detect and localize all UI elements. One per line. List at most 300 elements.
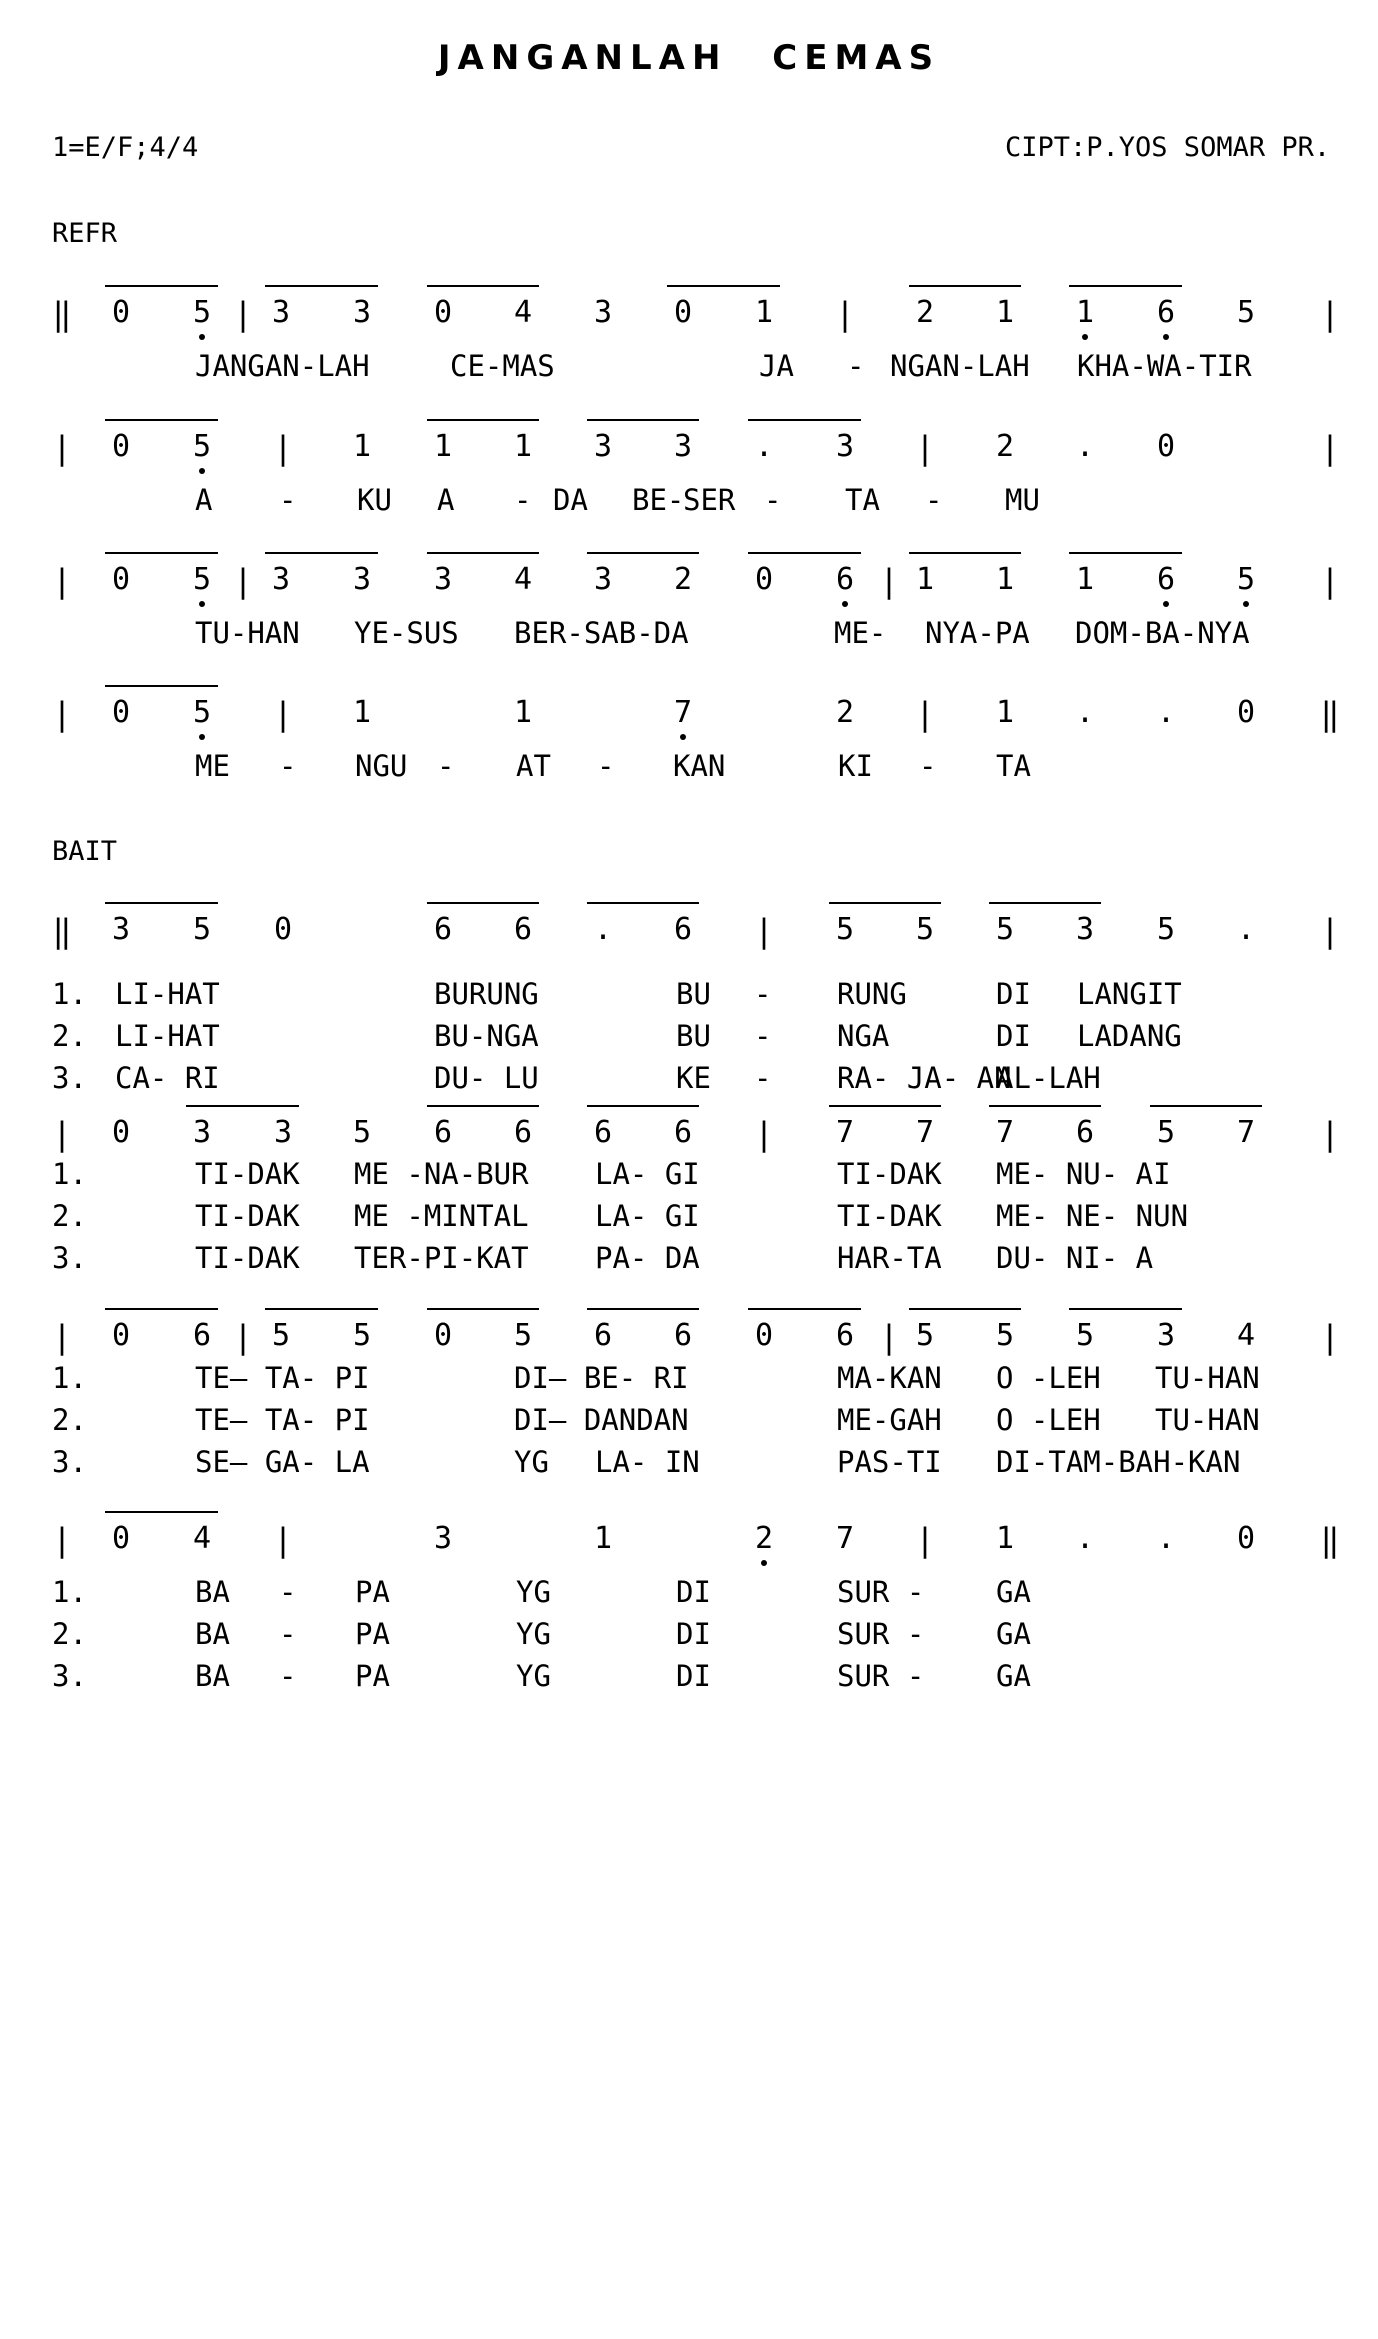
lyric-syllable: YG xyxy=(514,1445,549,1479)
lyric-syllable: GA xyxy=(996,1617,1031,1651)
lyric-syllable: A xyxy=(195,483,213,517)
beam-underline xyxy=(587,552,699,554)
beam-underline xyxy=(427,552,539,554)
beam-underline xyxy=(265,552,378,554)
lyric-syllable: TI-DAK xyxy=(195,1241,300,1275)
note: 3 xyxy=(433,1521,453,1556)
beam-underline xyxy=(427,902,539,904)
lyric-syllable: SUR - xyxy=(837,1659,925,1693)
lyric-syllable: JA xyxy=(759,349,794,383)
note: 0 xyxy=(754,1318,774,1353)
lyric-syllable: TA xyxy=(996,749,1031,783)
song-title: JANGANLAH CEMAS xyxy=(437,38,941,78)
barline: | xyxy=(879,1318,899,1356)
beam-underline xyxy=(105,902,218,904)
barline: | xyxy=(273,429,293,467)
beam-underline xyxy=(829,902,941,904)
note: 0 xyxy=(273,912,293,947)
barline: | xyxy=(233,562,253,600)
beam-underline xyxy=(989,902,1101,904)
lyric-syllable: A xyxy=(437,483,455,517)
verse-number: 2. xyxy=(52,1403,87,1437)
note: 2 xyxy=(835,695,855,730)
note: 0 xyxy=(1156,429,1176,464)
barline: | xyxy=(52,695,72,733)
note: 6 xyxy=(673,1318,693,1353)
barline: | xyxy=(52,429,72,467)
verse-number: 2. xyxy=(52,1199,87,1233)
note: 3 xyxy=(111,912,131,947)
note: 1 xyxy=(513,695,533,730)
lyric-syllable: DI-TAM-BAH-KAN xyxy=(996,1445,1241,1479)
note: 1 xyxy=(754,295,774,330)
note: 2 xyxy=(754,1521,774,1556)
lyric-syllable: LA- GI xyxy=(595,1157,700,1191)
lyric-syllable: ME xyxy=(195,749,230,783)
lyric-syllable: SUR - xyxy=(837,1575,925,1609)
beam-underline xyxy=(427,1308,539,1310)
note: 0 xyxy=(111,295,131,330)
note: 1 xyxy=(1075,562,1095,597)
lyric-syllable: NGAN-LAH xyxy=(890,349,1030,383)
note: 5 xyxy=(915,1318,935,1353)
note: 3 xyxy=(352,295,372,330)
lyric-syllable: GA xyxy=(996,1659,1031,1693)
lyric-syllable: SER xyxy=(683,483,736,517)
barline: ‖ xyxy=(52,295,72,333)
beam-underline xyxy=(909,1308,1021,1310)
note: 6 xyxy=(1156,562,1176,597)
lyric-syllable: DI xyxy=(676,1617,711,1651)
lyric-syllable: BE- xyxy=(632,483,685,517)
lyric-syllable: TI-DAK xyxy=(837,1157,942,1191)
barline: | xyxy=(879,562,899,600)
note: 0 xyxy=(754,562,774,597)
barline: | xyxy=(915,1521,935,1559)
lyric-syllable: RA- JA- AN xyxy=(837,1061,1012,1095)
note: 3 xyxy=(593,429,613,464)
beam-underline xyxy=(427,1105,539,1107)
verse-number: 2. xyxy=(52,1617,87,1651)
beam-underline xyxy=(748,552,861,554)
lyric-syllable: DI xyxy=(676,1659,711,1693)
octave-dot xyxy=(1163,334,1169,340)
octave-dot xyxy=(199,334,205,340)
note: 2 xyxy=(995,429,1015,464)
lyric-syllable: DA xyxy=(553,483,588,517)
barline: | xyxy=(1320,1318,1340,1356)
note: 0 xyxy=(433,1318,453,1353)
note: 3 xyxy=(673,429,693,464)
lyric-syllable: - xyxy=(279,483,297,517)
note: 3 xyxy=(593,295,613,330)
lyric-syllable: TU-HAN xyxy=(1155,1403,1260,1437)
barline: | xyxy=(52,562,72,600)
note: 3 xyxy=(1075,912,1095,947)
note: 5 xyxy=(1156,912,1176,947)
lyric-syllable: MU xyxy=(1005,483,1040,517)
lyric-syllable: AL-LAH xyxy=(996,1061,1101,1095)
beam-underline xyxy=(265,1308,378,1310)
note: 3 xyxy=(273,1115,293,1150)
lyric-syllable: - xyxy=(597,749,615,783)
lyric-syllable: - xyxy=(279,1575,297,1609)
beam-underline xyxy=(265,285,378,287)
barline: | xyxy=(915,695,935,733)
barline: | xyxy=(1320,295,1340,333)
beam-underline xyxy=(587,419,699,421)
lyric-syllable: TU-HAN xyxy=(1155,1361,1260,1395)
lyric-syllable: TI-DAK xyxy=(195,1199,300,1233)
note: 5 xyxy=(271,1318,291,1353)
verse-number: 3. xyxy=(52,1241,87,1275)
lyric-syllable: PA xyxy=(355,1617,390,1651)
note: 1 xyxy=(995,295,1015,330)
note: 6 xyxy=(835,562,855,597)
note: 3 xyxy=(1156,1318,1176,1353)
note: 4 xyxy=(192,1521,212,1556)
lyric-syllable: - xyxy=(754,1061,772,1095)
note: 7 xyxy=(835,1521,855,1556)
note: 0 xyxy=(673,295,693,330)
note: 0 xyxy=(1236,695,1256,730)
note: 7 xyxy=(915,1115,935,1150)
lyric-syllable: KAN xyxy=(673,749,726,783)
note: 0 xyxy=(111,1318,131,1353)
lyric-syllable: YG xyxy=(516,1575,551,1609)
note: 4 xyxy=(513,295,533,330)
lyric-syllable: TE— TA- PI xyxy=(195,1403,370,1437)
lyric-syllable: SUR - xyxy=(837,1617,925,1651)
note: 7 xyxy=(835,1115,855,1150)
barline: | xyxy=(273,695,293,733)
lyric-syllable: O -LEH xyxy=(996,1403,1101,1437)
lyric-syllable: KE xyxy=(676,1061,711,1095)
lyric-syllable: YE-SUS xyxy=(354,616,459,650)
lyric-syllable: LADANG xyxy=(1077,1019,1182,1053)
verse-number: 1. xyxy=(52,1361,87,1395)
barline: | xyxy=(1320,429,1340,467)
verse-number: 3. xyxy=(52,1445,87,1479)
note: 1 xyxy=(352,429,372,464)
lyric-syllable: DU- NI- A xyxy=(996,1241,1154,1275)
lyric-syllable: TI-DAK xyxy=(837,1199,942,1233)
note: 0 xyxy=(111,429,131,464)
note: 7 xyxy=(995,1115,1015,1150)
note: 6 xyxy=(513,912,533,947)
verse-number: 2. xyxy=(52,1019,87,1053)
lyric-syllable: KI xyxy=(838,749,873,783)
note: 2 xyxy=(915,295,935,330)
beam-underline xyxy=(909,285,1021,287)
note: 1 xyxy=(915,562,935,597)
note: 3 xyxy=(433,562,453,597)
beam-underline xyxy=(748,419,861,421)
beam-underline xyxy=(427,419,539,421)
lyric-syllable: GA xyxy=(996,1575,1031,1609)
lyric-syllable: TE— TA- PI xyxy=(195,1361,370,1395)
note: 1 xyxy=(1075,295,1095,330)
note: 5 xyxy=(995,1318,1015,1353)
beam-underline xyxy=(587,1105,699,1107)
note: 6 xyxy=(593,1115,613,1150)
lyric-syllable: TER-PI-KAT xyxy=(354,1241,529,1275)
lyric-syllable: RUNG xyxy=(837,977,907,1011)
lyric-syllable: KU xyxy=(357,483,392,517)
note: 5 xyxy=(513,1318,533,1353)
lyric-syllable: DI— DANDAN xyxy=(514,1403,689,1437)
note: 0 xyxy=(111,1115,131,1150)
lyric-syllable: - xyxy=(925,483,943,517)
beam-underline xyxy=(587,1308,699,1310)
note: 5 xyxy=(835,912,855,947)
lyric-syllable: - xyxy=(279,1659,297,1693)
lyric-syllable: KHA-WA-TIR xyxy=(1077,349,1252,383)
beam-underline xyxy=(105,285,218,287)
barline: ‖ xyxy=(52,912,72,950)
beam-underline xyxy=(105,552,218,554)
note: 7 xyxy=(673,695,693,730)
barline: | xyxy=(1320,562,1340,600)
note: . xyxy=(1156,1521,1176,1556)
octave-dot xyxy=(842,601,848,607)
beam-underline xyxy=(105,419,218,421)
lyric-syllable: SE— GA- LA xyxy=(195,1445,370,1479)
note: . xyxy=(1075,429,1095,464)
verse-number: 3. xyxy=(52,1659,87,1693)
lyric-syllable: ME-GAH xyxy=(837,1403,942,1437)
lyric-syllable: - xyxy=(754,1019,772,1053)
note: 1 xyxy=(995,695,1015,730)
note: 0 xyxy=(433,295,453,330)
note: 6 xyxy=(673,912,693,947)
lyric-syllable: PAS-TI xyxy=(837,1445,942,1479)
beam-underline xyxy=(1069,1308,1182,1310)
note: 4 xyxy=(513,562,533,597)
note: 5 xyxy=(1236,562,1256,597)
lyric-syllable: LA- GI xyxy=(595,1199,700,1233)
note: 5 xyxy=(995,912,1015,947)
lyric-syllable: NYA-PA xyxy=(925,616,1030,650)
note: 6 xyxy=(673,1115,693,1150)
lyric-syllable: ME -MINTAL xyxy=(354,1199,529,1233)
note: 5 xyxy=(192,562,212,597)
note: 5 xyxy=(915,912,935,947)
beam-underline xyxy=(989,1105,1101,1107)
note: 6 xyxy=(593,1318,613,1353)
barline: | xyxy=(52,1521,72,1559)
note: 1 xyxy=(593,1521,613,1556)
note: . xyxy=(1236,912,1256,947)
lyric-syllable: DI xyxy=(676,1575,711,1609)
note: . xyxy=(1156,695,1176,730)
note: 1 xyxy=(513,429,533,464)
lyric-syllable: DU- LU xyxy=(434,1061,539,1095)
barline: | xyxy=(754,912,774,950)
barline: | xyxy=(754,1115,774,1153)
lyric-syllable: DOM-BA-NYA xyxy=(1075,616,1250,650)
lyric-syllable: BURUNG xyxy=(434,977,539,1011)
barline: ‖ xyxy=(1320,695,1340,733)
note: 1 xyxy=(433,429,453,464)
note: 1 xyxy=(352,695,372,730)
octave-dot xyxy=(1082,334,1088,340)
lyric-syllable: ME- NE- NUN xyxy=(996,1199,1189,1233)
lyric-syllable: HAR-TA xyxy=(837,1241,942,1275)
verse-number: 1. xyxy=(52,1575,87,1609)
note: 1 xyxy=(995,1521,1015,1556)
octave-dot xyxy=(761,1560,767,1566)
barline: | xyxy=(1320,1115,1340,1153)
verse-number: 3. xyxy=(52,1061,87,1095)
lyric-syllable: O -LEH xyxy=(996,1361,1101,1395)
lyric-syllable: - xyxy=(764,483,782,517)
beam-underline xyxy=(1150,1105,1262,1107)
note: 2 xyxy=(673,562,693,597)
lyric-syllable: - xyxy=(919,749,937,783)
lyric-syllable: JANGAN-LAH xyxy=(195,349,370,383)
beam-underline xyxy=(829,1105,941,1107)
beam-underline xyxy=(105,1511,218,1513)
note: 0 xyxy=(111,695,131,730)
note: . xyxy=(1075,1521,1095,1556)
octave-dot xyxy=(199,734,205,740)
key-signature: 1=E/F;4/4 xyxy=(52,132,199,163)
lyric-syllable: BU xyxy=(676,1019,711,1053)
note: 4 xyxy=(1236,1318,1256,1353)
lyric-syllable: PA- DA xyxy=(595,1241,700,1275)
note: 5 xyxy=(1236,295,1256,330)
lyric-syllable: - xyxy=(847,349,865,383)
lyric-syllable: AT xyxy=(516,749,551,783)
note: 5 xyxy=(352,1318,372,1353)
octave-dot xyxy=(680,734,686,740)
note: 5 xyxy=(192,912,212,947)
beam-underline xyxy=(1069,285,1182,287)
note: 6 xyxy=(433,912,453,947)
lyric-syllable: PA xyxy=(355,1659,390,1693)
note: 5 xyxy=(192,295,212,330)
lyric-syllable: CE-MAS xyxy=(450,349,555,383)
note: 5 xyxy=(192,429,212,464)
lyric-syllable: LI-HAT xyxy=(115,1019,220,1053)
beam-underline xyxy=(748,1308,861,1310)
note: 6 xyxy=(835,1318,855,1353)
lyric-syllable: TU-HAN xyxy=(195,616,300,650)
octave-dot xyxy=(199,601,205,607)
note: 3 xyxy=(271,562,291,597)
note: 0 xyxy=(111,1521,131,1556)
lyric-syllable: BA xyxy=(195,1575,230,1609)
octave-dot xyxy=(1163,601,1169,607)
note: . xyxy=(754,429,774,464)
lyric-syllable: ME- xyxy=(834,616,887,650)
barline: | xyxy=(915,429,935,467)
note: 5 xyxy=(192,695,212,730)
barline: | xyxy=(233,295,253,333)
note: . xyxy=(593,912,613,947)
verse-number: 1. xyxy=(52,1157,87,1191)
note: 1 xyxy=(995,562,1015,597)
note: . xyxy=(1075,695,1095,730)
note: 5 xyxy=(1156,1115,1176,1150)
barline: | xyxy=(52,1318,72,1356)
lyric-syllable: LA- IN xyxy=(595,1445,700,1479)
lyric-syllable: LANGIT xyxy=(1077,977,1182,1011)
beam-underline xyxy=(427,285,539,287)
note: 5 xyxy=(1075,1318,1095,1353)
lyric-syllable: MA-KAN xyxy=(837,1361,942,1395)
barline: | xyxy=(1320,912,1340,950)
lyric-syllable: YG xyxy=(516,1659,551,1693)
note: 6 xyxy=(513,1115,533,1150)
beam-underline xyxy=(105,1308,218,1310)
refrain-label: REFR xyxy=(52,218,118,249)
lyric-syllable: BU-NGA xyxy=(434,1019,539,1053)
lyric-syllable: TA xyxy=(845,483,880,517)
note: 6 xyxy=(1156,295,1176,330)
note: 0 xyxy=(1236,1521,1256,1556)
lyric-syllable: ME- NU- AI xyxy=(996,1157,1171,1191)
composer-credit: CIPT:P.YOS SOMAR PR. xyxy=(1005,132,1331,163)
lyric-syllable: DI xyxy=(996,1019,1031,1053)
note: 5 xyxy=(352,1115,372,1150)
lyric-syllable: YG xyxy=(516,1617,551,1651)
lyric-syllable: - xyxy=(279,1617,297,1651)
note: 3 xyxy=(271,295,291,330)
octave-dot xyxy=(1243,601,1249,607)
note: 3 xyxy=(835,429,855,464)
note: 6 xyxy=(433,1115,453,1150)
lyric-syllable: - xyxy=(279,749,297,783)
beam-underline xyxy=(105,685,218,687)
note: 7 xyxy=(1236,1115,1256,1150)
note: 6 xyxy=(1075,1115,1095,1150)
lyric-syllable: BA xyxy=(195,1617,230,1651)
beam-underline xyxy=(1069,552,1182,554)
octave-dot xyxy=(199,468,205,474)
barline: | xyxy=(52,1115,72,1153)
lyric-syllable: NGU xyxy=(355,749,408,783)
barline: ‖ xyxy=(1320,1521,1340,1559)
note: 6 xyxy=(192,1318,212,1353)
note: 0 xyxy=(111,562,131,597)
lyric-syllable: BA xyxy=(195,1659,230,1693)
lyric-syllable: - xyxy=(514,483,532,517)
barline: | xyxy=(273,1521,293,1559)
beam-underline xyxy=(186,1105,299,1107)
lyric-syllable: BER-SAB-DA xyxy=(514,616,689,650)
beam-underline xyxy=(587,902,699,904)
note: 3 xyxy=(352,562,372,597)
barline: | xyxy=(233,1318,253,1356)
beam-underline xyxy=(667,285,780,287)
note: 3 xyxy=(192,1115,212,1150)
lyric-syllable: ME -NA-BUR xyxy=(354,1157,529,1191)
lyric-syllable: NGA xyxy=(837,1019,890,1053)
lyric-syllable: - xyxy=(437,749,455,783)
lyric-syllable: DI xyxy=(996,977,1031,1011)
note: 3 xyxy=(593,562,613,597)
lyric-syllable: BU xyxy=(676,977,711,1011)
lyric-syllable: - xyxy=(754,977,772,1011)
verse-number: 1. xyxy=(52,977,87,1011)
lyric-syllable: DI— BE- RI xyxy=(514,1361,689,1395)
barline: | xyxy=(835,295,855,333)
lyric-syllable: CA- RI xyxy=(115,1061,220,1095)
lyric-syllable: PA xyxy=(355,1575,390,1609)
beam-underline xyxy=(909,552,1021,554)
